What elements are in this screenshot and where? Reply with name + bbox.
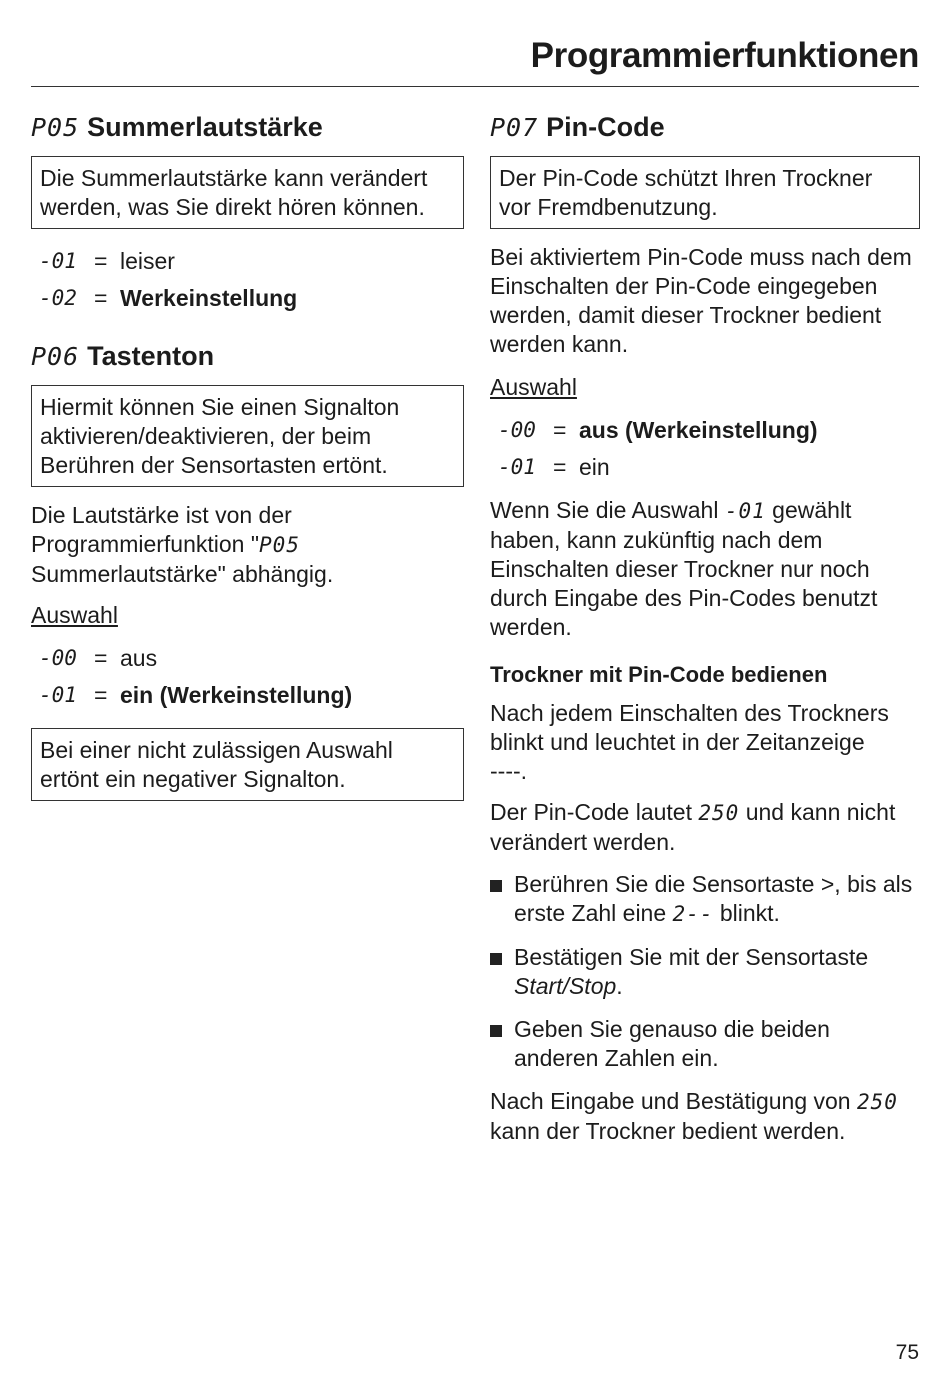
option-code: -01: [498, 455, 536, 479]
bullet-square-icon: [490, 953, 502, 965]
option-equals: =: [553, 417, 567, 443]
option-code: -00: [39, 646, 77, 670]
p05-heading: [31, 110, 464, 145]
p07-paragraph-3: [490, 699, 920, 786]
text: , bis als erste Zahl eine: [514, 871, 913, 926]
option-code: -00: [498, 418, 536, 442]
p07-paragraph-4: [490, 798, 920, 857]
inline-code: 250: [857, 1090, 898, 1114]
p07-heading: [490, 110, 920, 145]
text: Bestätigen Sie mit der Sensortaste: [514, 944, 869, 970]
sensor-key-symbol: >: [820, 871, 835, 897]
text: .: [616, 973, 623, 999]
step-3: [490, 1015, 920, 1073]
p05-code: P05: [31, 113, 80, 142]
option-code: -01: [39, 249, 77, 273]
p07-steps: [490, 870, 920, 1073]
option-value: Werkeinstellung: [120, 285, 298, 311]
p06-code: P06: [31, 342, 80, 371]
step-1: [490, 870, 920, 929]
p06-auswahl-label: Auswahl: [31, 602, 118, 628]
option-value: ein (Werkeinstellung): [120, 682, 353, 708]
inline-code: 250: [698, 801, 740, 825]
p06-info-box: Hiermit können Sie einen Signalton aktivieren/deaktivieren, der beim Berühren der Sensortasten ertönt.: [31, 385, 464, 487]
option-code: -01: [39, 683, 77, 707]
text: Wenn Sie die Auswahl: [490, 497, 725, 523]
text: blinkt.: [713, 900, 780, 926]
text: und kann nicht verändert werden.: [490, 799, 896, 855]
p07-title: Pin-Code: [546, 112, 665, 142]
p05-info-box: Die Summerlautstärke kann verändert werden, was Sie direkt hören können.: [31, 156, 464, 229]
p06-option-00: [31, 640, 464, 677]
p07-option-00: [490, 412, 920, 449]
option-equals: =: [553, 454, 567, 480]
option-equals: =: [94, 248, 108, 274]
p06-options: [31, 640, 464, 714]
p06-option-01: [31, 677, 464, 714]
p07-code: P07: [490, 113, 539, 142]
text: Die Lautstärke ist von der Programmierfunktion ": [31, 502, 292, 557]
p07-option-01: [490, 449, 920, 486]
page-header: [31, 34, 919, 87]
bullet-square-icon: [490, 1025, 502, 1037]
text: Der Pin-Code lautet: [490, 799, 699, 825]
p05-options: [31, 243, 464, 317]
text: Berühren Sie die Sensortaste: [514, 871, 821, 897]
option-equals: =: [94, 645, 108, 671]
display-dashes: ----.: [490, 758, 528, 784]
option-code: -02: [39, 286, 77, 310]
option-value: leiser: [120, 248, 175, 274]
page-number: 75: [895, 1341, 919, 1364]
p06-note-box: Bei einer nicht zulässigen Auswahl ertönt ein negativer Signalton.: [31, 728, 464, 801]
p06-heading: [31, 339, 464, 374]
p07-subheading: Trockner mit Pin-Code bedienen: [490, 662, 828, 687]
option-value: aus: [120, 645, 158, 671]
right-column: [490, 110, 920, 1146]
option-equals: =: [94, 682, 108, 708]
p07-auswahl-label: Auswahl: [490, 374, 577, 400]
option-equals: =: [94, 285, 108, 311]
option-value: aus (Werkeinstellung): [579, 417, 818, 443]
option-value: ein: [579, 454, 610, 480]
text: Nach Eingabe und Bestätigung von: [490, 1088, 857, 1114]
bullet-square-icon: [490, 880, 502, 892]
inline-code: -01: [724, 499, 766, 523]
p05-title: Summerlautstärke: [87, 112, 323, 142]
p05-option-01: [31, 243, 464, 280]
p07-info-box: Der Pin-Code schützt Ihren Trockner vor Fremdbenutzung.: [490, 156, 920, 229]
text: kann der Trockner bedient werden.: [490, 1118, 846, 1144]
text: Summerlautstärke" abhängig.: [31, 561, 334, 587]
p07-paragraph-5: [490, 1087, 920, 1146]
p07-paragraph-2: [490, 496, 920, 642]
p07-paragraph-1: Bei aktiviertem Pin-Code muss nach dem Einschalten der Pin-Code eingegeben werden, damit dieser Trockner bedient werden kann.: [490, 244, 912, 357]
key-name: Start/Stop: [514, 973, 617, 999]
left-column: [31, 110, 464, 801]
p06-paragraph: [31, 501, 464, 589]
p07-options: [490, 412, 920, 486]
text: Nach jedem Einschalten des Trockners blinkt und leuchtet in der Zeitanzeige: [490, 700, 889, 755]
text: gewählt haben, kann zukünftig nach dem Einschalten dieser Trockner nur noch durch Eingabe des Pin-Codes benutzt werden.: [490, 497, 878, 640]
text: Geben Sie genauso die beiden anderen Zahlen ein.: [514, 1016, 830, 1071]
p05-option-02: [31, 280, 464, 317]
inline-code: 2--: [672, 902, 714, 926]
step-2: [490, 943, 920, 1001]
p06-title: Tastenton: [87, 341, 215, 371]
inline-code: P05: [259, 533, 300, 557]
page-title: Programmierfunktionen: [530, 36, 919, 75]
